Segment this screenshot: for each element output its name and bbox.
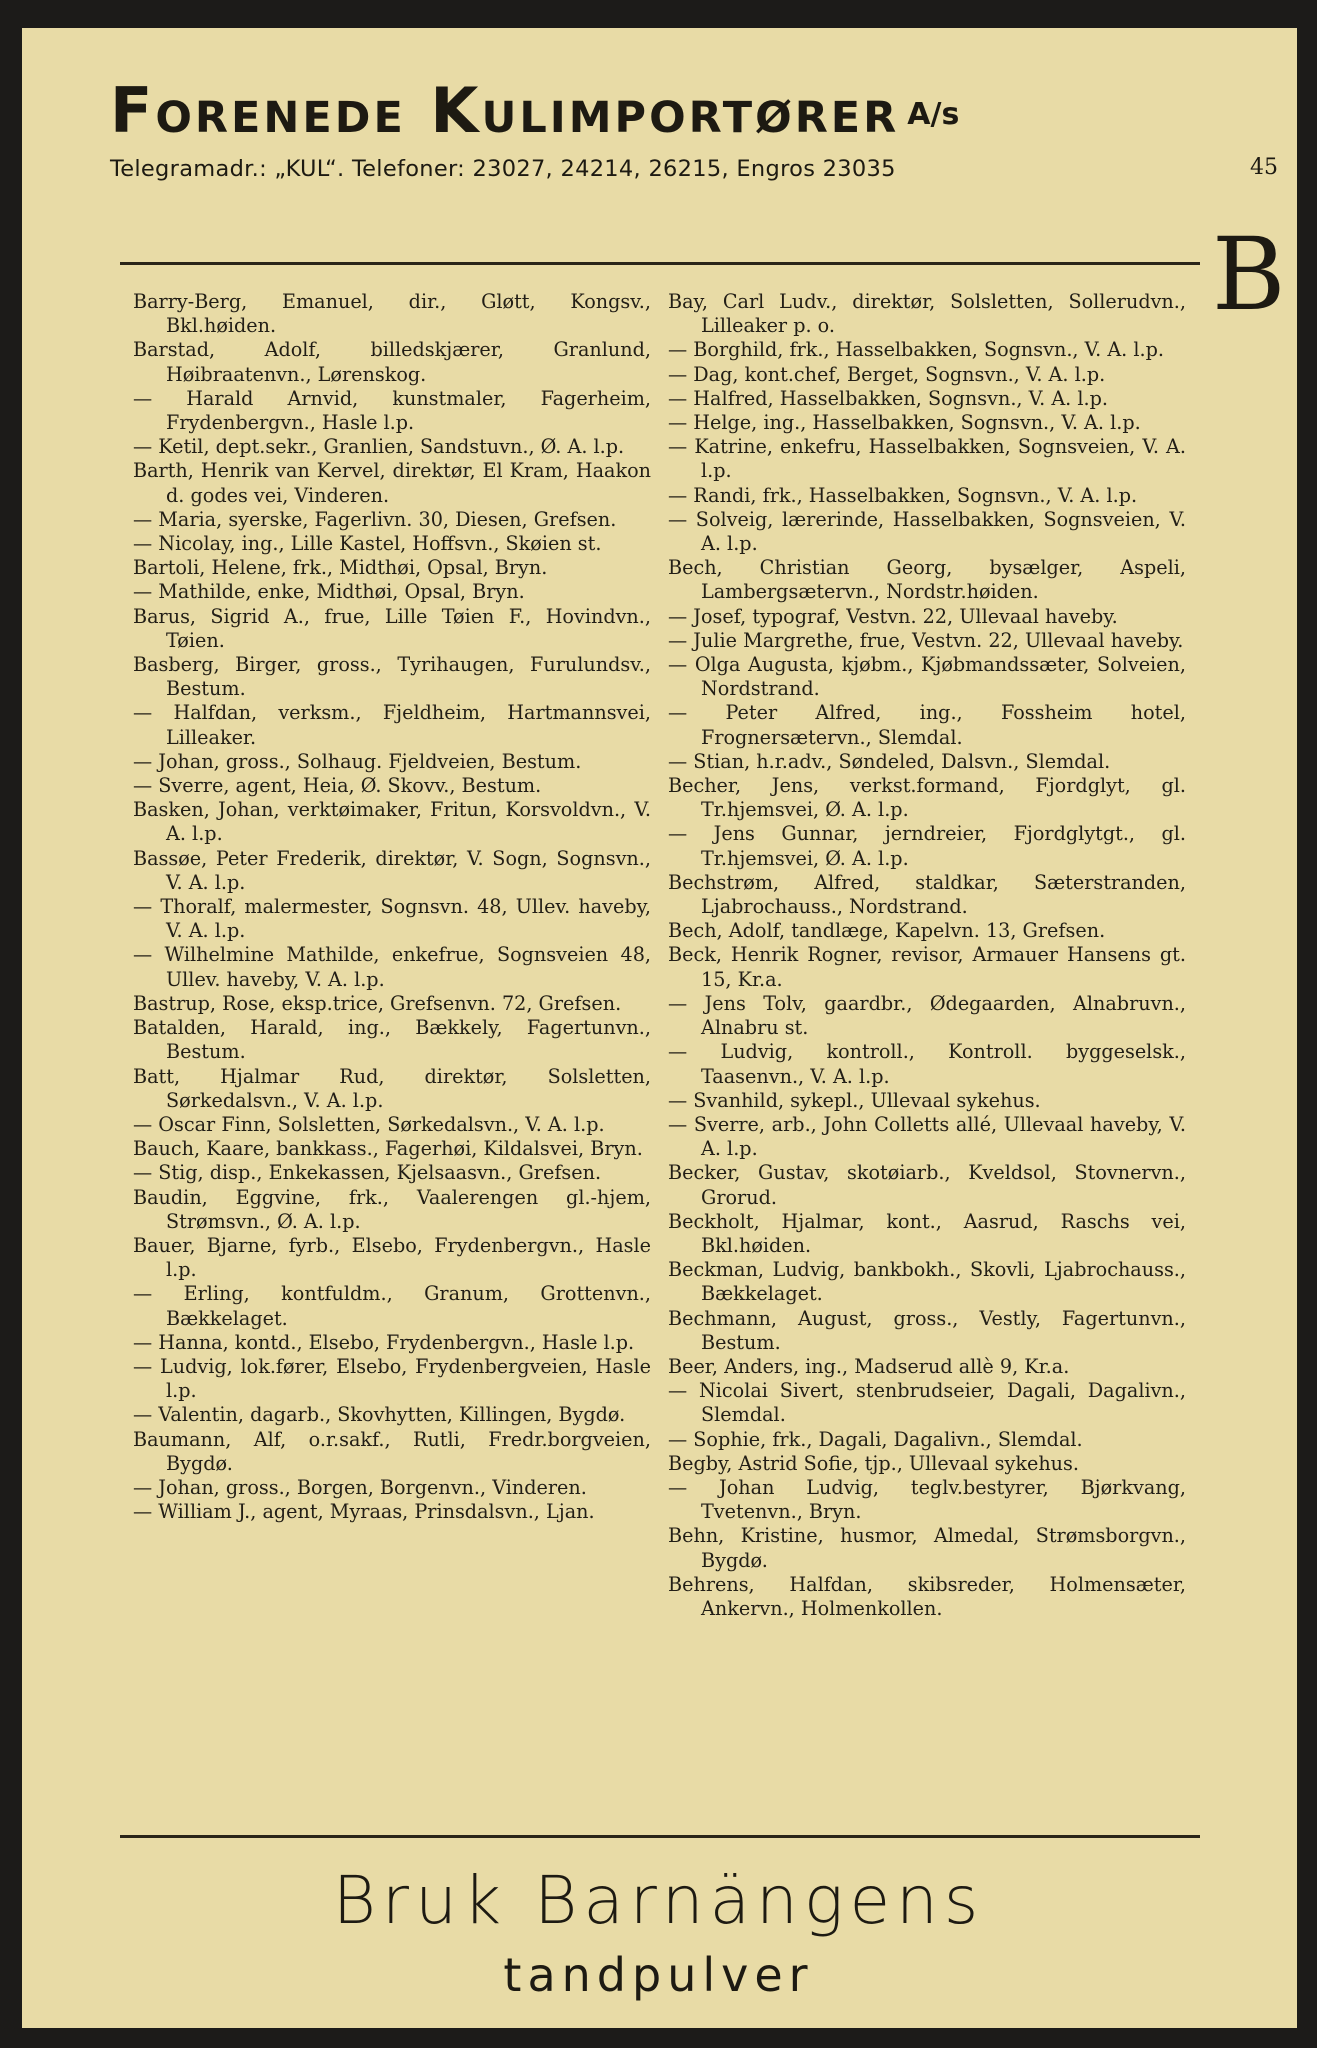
directory-entry: Begby, Astrid Sofie, tjp., Ullevaal sykehus.: [668, 1451, 1079, 1475]
right-column: [668, 290, 1186, 1621]
ad-title-text: Forenede Kulimportører: [110, 74, 900, 147]
directory-entry: Beckman, Ludvig, bankbokh., Skovli, Ljabrochauss., Bækkelaget.: [668, 1258, 1186, 1306]
directory-entry: — Jens Gunnar, jerndreier, Fjordglytgt., gl. Tr.hjemsvei, Ø. A. l.p.: [668, 822, 1186, 870]
directory-entry: — Hanna, kontd., Elsebo, Frydenbergvn., Hasle l.p.: [133, 1330, 635, 1354]
directory-entry: Beck, Henrik Rogner, revisor, Armauer Hansens gt. 15, Kr.a.: [668, 943, 1186, 991]
directory-entry: Barus, Sigrid A., frue, Lille Tøien F., Hovindvn., Tøien.: [133, 604, 651, 652]
directory-entry: — Olga Augusta, kjøbm., Kjøbmandssæter, Solveien, Nordstrand.: [668, 653, 1186, 701]
footer-ad-line-2: tandpulver: [503, 1948, 814, 2002]
directory-entry: — Halfdan, verksm., Fjeldheim, Hartmannsvei, Lilleaker.: [133, 701, 651, 749]
directory-entry: Bay, Carl Ludv., direktør, Solsletten, Sollerudvn., Lilleaker p. o.: [668, 290, 1186, 338]
page-number: 45: [1250, 155, 1278, 180]
directory-entry: — Johan, gross., Solhaug. Fjeldveien, Bestum.: [133, 749, 582, 773]
directory-entry: — Ludvig, lok.fører, Elsebo, Frydenbergveien, Hasle l.p.: [133, 1354, 651, 1403]
directory-entry: Beckholt, Hjalmar, kont., Aasrud, Raschs vei, Bkl.høiden.: [668, 1209, 1186, 1257]
directory-entry: — Johan Ludvig, teglv.bestyrer, Bjørkvang, Tvetenvn., Bryn.: [668, 1475, 1186, 1524]
directory-entry: Barry-Berg, Emanuel, dir., Gløtt, Kongsv., Bkl.høiden.: [133, 290, 651, 338]
directory-entry: — Stian, h.r.adv., Søndeled, Dalsvn., Slemdal.: [668, 749, 1111, 773]
directory-entry: — Borghild, frk., Hasselbakken, Sognsvn., V. A. l.p.: [668, 338, 1164, 362]
directory-entry: — Thoralf, malermester, Sognsvn. 48, Ullev. haveby, V. A. l.p.: [133, 895, 651, 943]
ad-subtitle: Telegramadr.: „KUL“. Telefoner: 23027, 24214, 26215, Engros 23035: [110, 156, 896, 182]
directory-entry: Barstad, Adolf, billedskjærer, Granlund, Høibraatenvn., Lørenskog.: [133, 338, 651, 386]
directory-entry: — Julie Margrethe, frue, Vestvn. 22, Ullevaal haveby.: [668, 628, 1184, 652]
directory-entry: — Randi, frk., Hasselbakken, Sognsvn., V. A. l.p.: [668, 483, 1138, 507]
directory-entry: — Dag, kont.chef, Berget, Sognsvn., V. A. l.p.: [668, 362, 1106, 386]
directory-entry: — William J., agent, Myraas, Prinsdalsvn., Ljan.: [133, 1500, 595, 1524]
directory-entry: Beer, Anders, ing., Madserud allè 9, Kr.a.: [668, 1354, 1070, 1378]
directory-entry: — Sophie, frk., Dagali, Dagalivn., Slemdal.: [668, 1427, 1083, 1451]
bottom-divider: [120, 1835, 1200, 1838]
directory-entry: — Helge, ing., Hasselbakken, Sognsvn., V. A. l.p.: [668, 411, 1141, 435]
directory-entry: Becker, Gustav, skotøiarb., Kveldsol, Stovnervn., Grorud.: [668, 1161, 1186, 1209]
directory-entry: Baumann, Alf, o.r.sakf., Rutli, Fredr.borgveien, Bygdø.: [133, 1427, 651, 1475]
directory-entry: — Svanhild, sykepl., Ullevaal sykehus.: [668, 1088, 1041, 1112]
directory-entry: Bechmann, August, gross., Vestly, Fagertunvn., Bestum.: [668, 1306, 1186, 1354]
section-letter: B: [1212, 216, 1286, 333]
directory-entry: — Sverre, arb., John Colletts allé, Ullevaal haveby, V. A. l.p.: [668, 1112, 1186, 1161]
directory-entry: Bastrup, Rose, eksp.trice, Grefsenvn. 72, Grefsen.: [133, 991, 622, 1015]
directory-entry: Batt, Hjalmar Rud, direktør, Solsletten, Sørkedalsvn., V. A. l.p.: [133, 1064, 651, 1112]
directory-entry: Bartoli, Helene, frk., Midthøi, Opsal, Bryn.: [133, 556, 548, 580]
directory-entry: — Wilhelmine Mathilde, enkefrue, Sognsveien 48, Ullev. haveby, V. A. l.p.: [133, 943, 651, 991]
directory-entry: — Stig, disp., Enkekassen, Kjelsaasvn., Grefsen.: [133, 1161, 602, 1185]
directory-entry: Behrens, Halfdan, skibsreder, Holmensæter, Ankervn., Holmenkollen.: [668, 1572, 1186, 1620]
directory-entry: — Ketil, dept.sekr., Granlien, Sandstuvn., Ø. A. l.p.: [133, 435, 625, 459]
directory-entry: Basberg, Birger, gross., Tyrihaugen, Furulundsv., Bestum.: [133, 653, 651, 701]
directory-entry: — Jens Tolv, gaardbr., Ødegaarden, Alnabruvn., Alnabru st.: [668, 991, 1186, 1040]
directory-entry: — Sverre, agent, Heia, Ø. Skovv., Bestum.: [133, 774, 542, 798]
directory-entry: — Solveig, lærerinde, Hasselbakken, Sognsveien, V. A. l.p.: [668, 507, 1186, 556]
ad-title-suffix: A/s: [907, 96, 960, 132]
footer-ad-line-1: Bruk Barnängens: [332, 1862, 985, 1939]
directory-entry: Batalden, Harald, ing., Bækkely, Fagertunvn., Bestum.: [133, 1016, 651, 1064]
directory-entry: — Peter Alfred, ing., Fossheim hotel, Frognersætervn., Slemdal.: [668, 701, 1186, 749]
directory-entry: Bech, Christian Georg, bysælger, Aspeli, Lambergsætervn., Nordstr.høiden.: [668, 556, 1186, 604]
directory-entry: — Erling, kontfuldm., Granum, Grottenvn., Bækkelaget.: [133, 1282, 651, 1330]
directory-entry: Basken, Johan, verktøimaker, Fritun, Korsvoldvn., V. A. l.p.: [133, 798, 651, 846]
directory-entry: Barth, Henrik van Kervel, direktør, El Kram, Haakon d. godes vei, Vinderen.: [133, 459, 651, 507]
ad-title: [110, 74, 1210, 147]
directory-entry: — Josef, typograf, Vestvn. 22, Ullevaal haveby.: [668, 604, 1118, 628]
directory-entry: — Ludvig, kontroll., Kontroll. byggeselsk., Taasenvn., V. A. l.p.: [668, 1040, 1186, 1088]
top-divider: [120, 262, 1200, 265]
directory-entry: Bechstrøm, Alfred, staldkar, Sæterstranden, Ljabrochauss., Nordstrand.: [668, 870, 1186, 919]
directory-entry: — Nicolay, ing., Lille Kastel, Hoffsvn., Skøien st.: [133, 532, 602, 556]
directory-entry: Bauch, Kaare, bankkass., Fagerhøi, Kildalsvei, Bryn.: [133, 1137, 643, 1161]
directory-entry: — Maria, syerske, Fagerlivn. 30, Diesen, Grefsen.: [133, 507, 617, 531]
directory-entry: Baudin, Eggvine, frk., Vaalerengen gl.-hjem, Strømsvn., Ø. A. l.p.: [133, 1185, 651, 1233]
left-column: [133, 290, 651, 1524]
directory-entry: — Nicolai Sivert, stenbrudseier, Dagali, Dagalivn., Slemdal.: [668, 1379, 1186, 1427]
directory-entry: Behn, Kristine, husmor, Almedal, Strømsborgvn., Bygdø.: [668, 1524, 1186, 1572]
directory-entry: Becher, Jens, verkst.formand, Fjordglyt, gl. Tr.hjemsvei, Ø. A. l.p.: [668, 774, 1186, 822]
directory-entry: Bassøe, Peter Frederik, direktør, V. Sogn, Sognsvn., V. A. l.p.: [133, 846, 651, 894]
directory-entry: Bech, Adolf, tandlæge, Kapelvn. 13, Grefsen.: [668, 919, 1106, 943]
directory-entry: — Oscar Finn, Solsletten, Sørkedalsvn., V. A. l.p.: [133, 1112, 605, 1136]
directory-entry: — Mathilde, enke, Midthøi, Opsal, Bryn.: [133, 580, 525, 604]
directory-entry: — Katrine, enkefru, Hasselbakken, Sognsveien, V. A. l.p.: [668, 435, 1186, 483]
directory-entry: — Halfred, Hasselbakken, Sognsvn., V. A. l.p.: [668, 386, 1108, 410]
directory-entry: — Harald Arnvid, kunstmaler, Fagerheim, Frydenbergvn., Hasle l.p.: [133, 386, 651, 435]
directory-entry: — Johan, gross., Borgen, Borgenvn., Vinderen.: [133, 1475, 587, 1499]
header-advertisement: [110, 74, 1210, 182]
directory-entry: — Valentin, dagarb., Skovhytten, Killingen, Bygdø.: [133, 1403, 626, 1427]
directory-entry: Bauer, Bjarne, fyrb., Elsebo, Frydenbergvn., Hasle l.p.: [133, 1233, 651, 1282]
